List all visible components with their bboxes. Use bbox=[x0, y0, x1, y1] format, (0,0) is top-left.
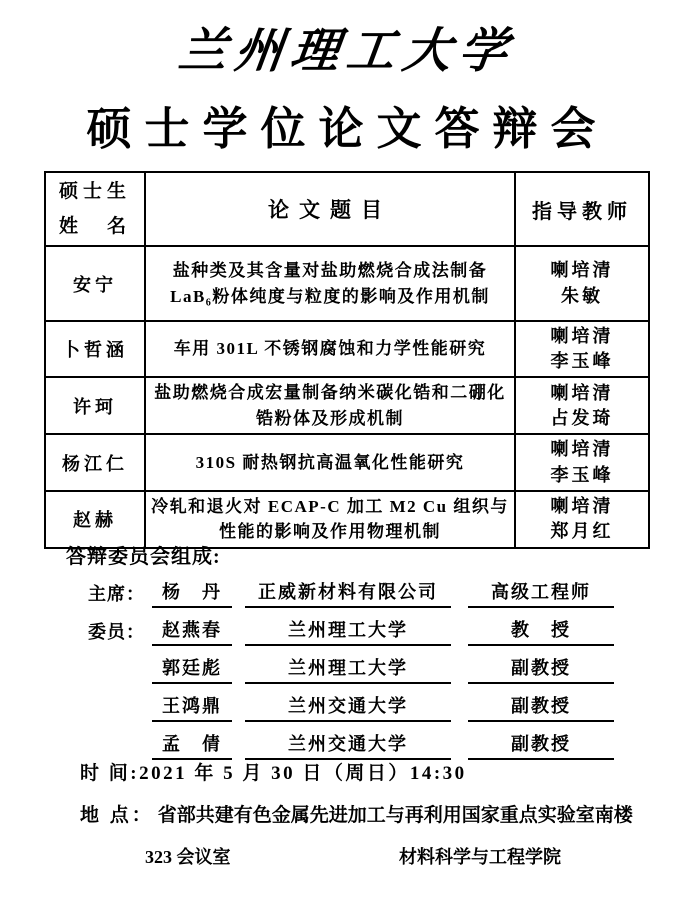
thesis-title: 车用 301L 不锈钢腐蚀和力学性能研究 bbox=[145, 321, 515, 377]
student-name: 安宁 bbox=[45, 246, 145, 321]
advisor-name: 喇培清 bbox=[550, 260, 614, 281]
defense-time: 时 间:2021 年 5 月 30 日（周日）14:30 bbox=[80, 763, 467, 784]
committee-member-affiliation: 正威新材料有限公司 bbox=[245, 578, 451, 608]
committee-member-affiliation: 兰州交通大学 bbox=[245, 692, 451, 722]
location-label: 地 点： bbox=[80, 805, 154, 826]
table-row bbox=[45, 434, 649, 490]
page-title: 硕士学位论文答辩会 bbox=[86, 104, 609, 154]
table-row bbox=[45, 246, 649, 321]
advisor-name: 喇培清 bbox=[550, 326, 614, 346]
location-text: 省部共建有色金属先进加工与再利用国家重点实验室南楼 bbox=[157, 805, 633, 826]
advisor-name: 占发琦 bbox=[550, 407, 614, 428]
thesis-title: 盐种类及其含量对盐助燃烧合成法制备 LaB₆粉体纯度与粒度的影响及作用机制 bbox=[145, 246, 515, 321]
student-name: 许珂 bbox=[45, 377, 145, 434]
committee-role-label bbox=[88, 720, 150, 722]
committee-role-label: 主席： bbox=[88, 584, 145, 604]
committee-row bbox=[88, 646, 648, 684]
table-header-row bbox=[45, 172, 649, 246]
committee-member-name: 赵燕春 bbox=[152, 616, 232, 646]
meeting-room: 323 会议室 bbox=[145, 847, 231, 867]
advisors bbox=[515, 321, 649, 377]
committee-row bbox=[88, 722, 648, 760]
committee-member-title: 副教授 bbox=[468, 730, 614, 760]
defense-table bbox=[44, 171, 650, 549]
committee-list bbox=[88, 570, 648, 760]
student-name: 杨江仁 bbox=[45, 434, 145, 490]
university-calligraphy-logo: 兰州理工大学 bbox=[175, 25, 519, 78]
committee-row bbox=[88, 684, 648, 722]
column-header-thesis-title: 论文题目 bbox=[145, 172, 515, 246]
committee-member-affiliation: 兰州理工大学 bbox=[245, 654, 451, 684]
committee-member-affiliation: 兰州交通大学 bbox=[245, 730, 451, 760]
committee-member-name: 孟 倩 bbox=[152, 730, 232, 760]
advisor-name: 郑月红 bbox=[550, 521, 614, 542]
student-name: 卜哲涵 bbox=[45, 321, 145, 377]
committee-member-name: 郭廷彪 bbox=[152, 654, 232, 684]
committee-member-title: 教 授 bbox=[468, 616, 614, 646]
committee-row bbox=[88, 608, 648, 646]
table-row bbox=[45, 321, 649, 377]
advisor-name: 李玉峰 bbox=[550, 464, 614, 485]
committee-role-label bbox=[88, 682, 150, 684]
student-header-line1: 硕士生 bbox=[58, 181, 131, 202]
column-header-student-name bbox=[45, 172, 145, 246]
committee-role-label: 委员： bbox=[88, 622, 145, 642]
table-row bbox=[45, 377, 649, 434]
committee-member-name: 王鸿鼎 bbox=[152, 692, 232, 722]
thesis-title: 310S 耐热钢抗高温氧化性能研究 bbox=[145, 434, 515, 490]
student-name: 赵赫 bbox=[45, 491, 145, 548]
committee-member-title: 副教授 bbox=[468, 654, 614, 684]
committee-member-title: 副教授 bbox=[468, 692, 614, 722]
defense-location bbox=[80, 800, 633, 827]
advisors bbox=[515, 377, 649, 434]
advisors bbox=[515, 434, 649, 490]
column-header-advisor: 指导教师 bbox=[515, 172, 649, 246]
committee-row bbox=[88, 570, 648, 608]
committee-member-name: 杨 丹 bbox=[152, 578, 232, 608]
committee-member-title: 高级工程师 bbox=[468, 578, 614, 608]
advisor-name: 喇培清 bbox=[550, 496, 614, 517]
thesis-title: 盐助燃烧合成宏量制备纳米碳化锆和二硼化锆粉体及形成机制 bbox=[145, 377, 515, 434]
department-name: 材料科学与工程学院 bbox=[399, 847, 561, 867]
advisor-name: 喇培清 bbox=[550, 382, 614, 403]
advisors bbox=[515, 491, 649, 548]
committee-member-affiliation: 兰州理工大学 bbox=[245, 616, 451, 646]
advisor-name: 朱敏 bbox=[561, 285, 603, 306]
committee-heading: 答辩委员会组成: bbox=[66, 546, 221, 568]
advisor-name: 喇培清 bbox=[550, 439, 614, 460]
advisors bbox=[515, 246, 649, 321]
thesis-title: 冷轧和退火对 ECAP-C 加工 M2 Cu 组织与性能的影响及作用物理机制 bbox=[145, 491, 515, 548]
advisor-name: 李玉峰 bbox=[550, 351, 614, 372]
student-header-line2: 姓 名 bbox=[58, 216, 131, 237]
